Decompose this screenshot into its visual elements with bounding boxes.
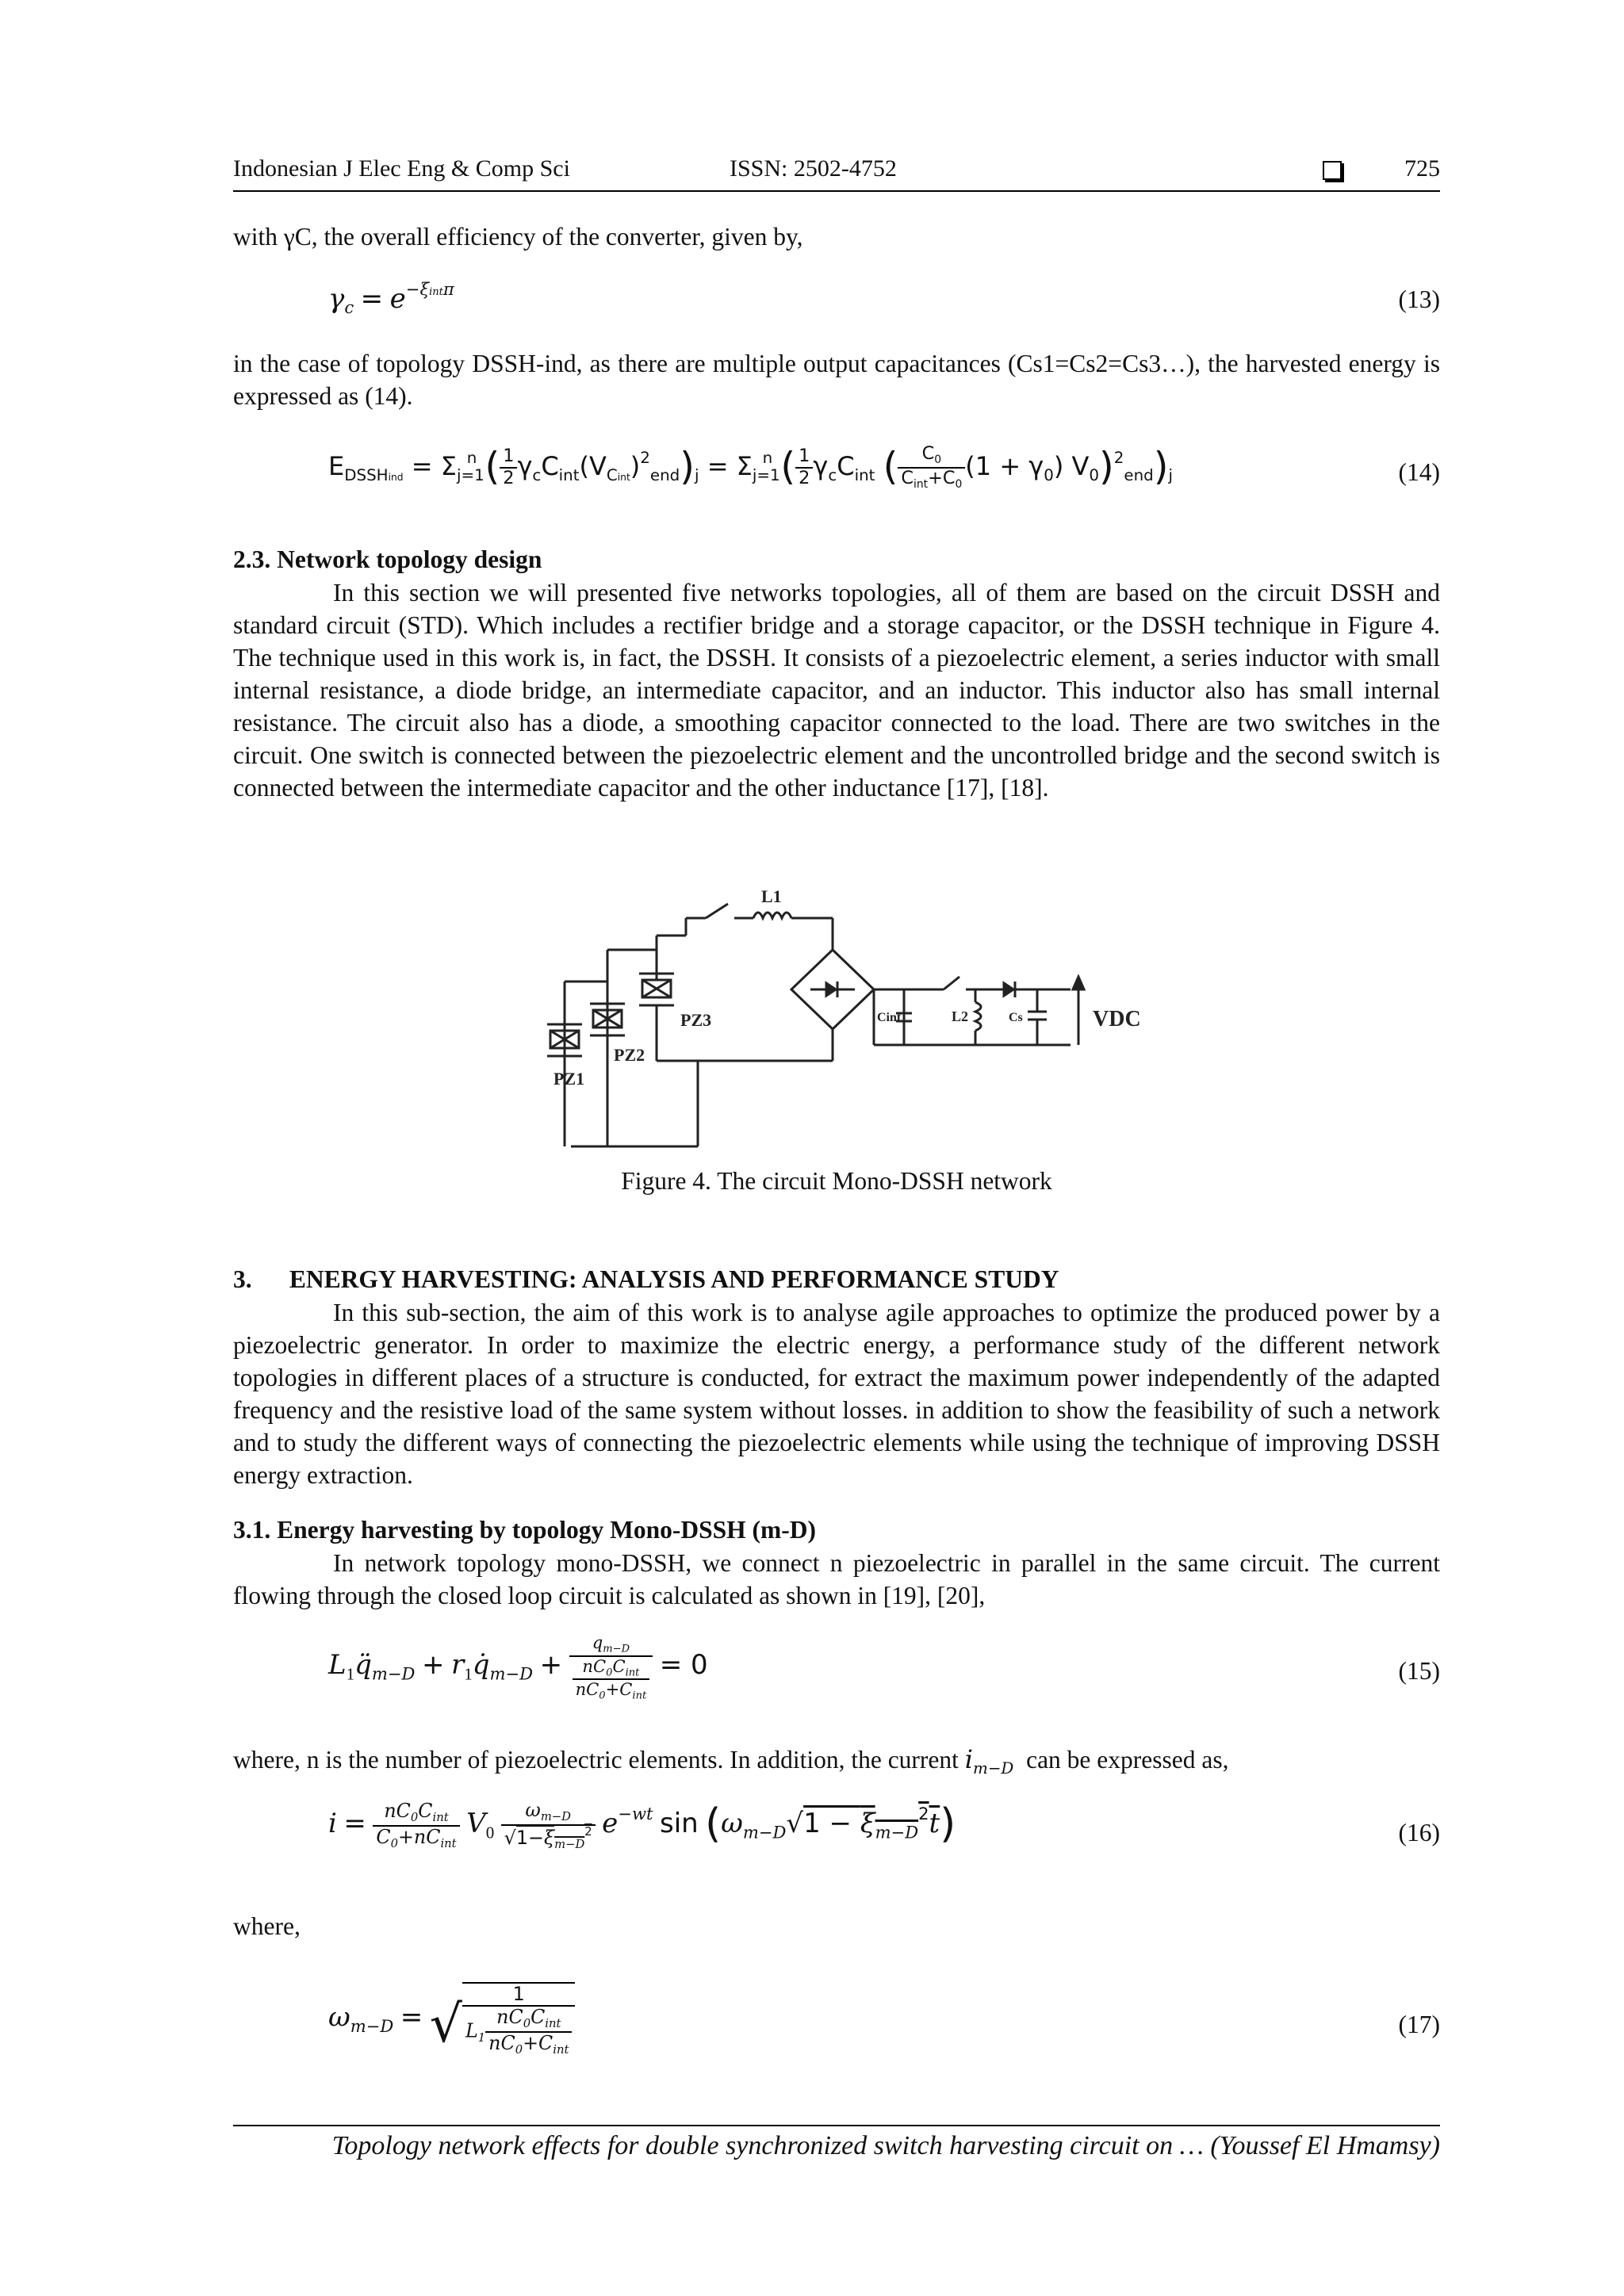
diode-d [1004, 983, 1013, 996]
footer-rule [233, 2125, 1440, 2126]
equation-14: $E_{DSSHind} = \Sigma_{j=1}^n$ ( $\frac{1}{2}$ $\gamma_cC_{int}(V_{Cint})^2_{end})_j = \Sigma_{j=1}^n$ ( $\frac{1}{2}$ $\gamma_cC_{int}$ ( $\frac{C_0}{C_{int}+C_0}$ $(1 + \gamma_0)$ $V_0)^2_{end})_j$ [328, 443, 1173, 491]
equation-17: $\omega_{m-D}$ = √ 1 $L_1$ $\frac{nC_0C_{int}}{nC_0+C_{int}}$ [328, 1982, 575, 2058]
section-2-3-heading: 2.3. Network topology design [233, 545, 542, 573]
equation-13: $\gamma_c = e^{-\xi int\pi}$ [328, 279, 454, 318]
page-number: 725 [1404, 155, 1440, 182]
switch-1 [706, 904, 728, 918]
section-3-paragraph: In this sub-section, the aim of this work is to analyse agile approaches to optimize the produced power by a piezoelectric generator. In order to maximize the electric energy, a performance study of the different network topologies in different places of a structure is conducted, for extract the maximum power independently of the adapted frequency and the resistive load of the same system without losses. in addition to show the feasibility of such a network and to study the different ways of connecting the piezoelectric elements while using the technique of improving DSSH energy extraction. [233, 1299, 1440, 1489]
circuit-diagram [531, 878, 1166, 1156]
equation-16-number: (16) [1398, 1819, 1440, 1846]
footer-citation: Topology network effects for double synchronized switch harvesting circuit on … (Youssef El Hmamsy) [331, 2131, 1440, 2160]
equation-15: $L_1q̈_{m-D}$ + $r_1q̇_{m-D}$ + $\frac{q_{m-D}}{\frac{nC_0C_{int}}{nC_0+C_{int}}}$ = 0 [328, 1632, 708, 1702]
paragraph-where-n: where, n is the number of piezoelectric elements. In addition, the current $i_{m-D}$ can be expressed as, [233, 1744, 1229, 1777]
equation-13-number: (13) [1398, 285, 1440, 313]
checkbox-icon [1323, 161, 1342, 180]
inductor-l1 [753, 913, 791, 918]
section-3-1-paragraph: In network topology mono-DSSH, we connect n piezoelectric in parallel in the same circuit. The current flowing through the closed loop circuit is calculated as shown in [19], [20], [233, 1549, 1440, 1609]
figure-4-caption: Figure 4. The circuit Mono-DSSH network [621, 1167, 1052, 1195]
equation-16: i = $\frac{nC_0C_{int}}{C_0+nC_{int}}$ $V_0$ $\frac{\omega_{m-D}}{√1-\xi_{m-D}^2}$ $e^{-wt}$ $\sin (\omega_{m-D}√1 - \xi_{m-D}^2t)$ [328, 1799, 956, 1852]
equation-17-number: (17) [1398, 2011, 1440, 2038]
section-2-3-paragraph: In this section we will presented five networks topologies, all of them are based on the circuit DSSH and standard circuit (STD). Which includes a rectifier bridge and a storage capacitor, or the DSSH technique in Figure 4. The technique used in this work is, in fact, the DSSH. It consists of a piezoelectric element, a series inductor with small internal resistance, a diode bridge, an intermediate capacitor, and an inductor. This inductor also has small internal resistance. The circuit also has a diode, a smoothing capacitor connected to the load. There are two switches in the circuit. One switch is connected between the piezoelectric element and the uncontrolled bridge and the second switch is connected between the intermediate capacitor and the other inductance [17], [18]. [233, 579, 1440, 802]
inductor-l2 [975, 1002, 981, 1031]
switch-2 [944, 977, 959, 989]
equation-14-number: (14) [1398, 458, 1440, 486]
label-l2: L2 [952, 1008, 969, 1024]
equation-15-number: (15) [1398, 1657, 1440, 1685]
label-l1: L1 [761, 886, 782, 906]
header-rule [233, 190, 1440, 192]
issn: ISSN: 2502-4752 [730, 155, 897, 182]
label-vdc: VDC [1093, 1007, 1141, 1031]
paragraph-where: where, [233, 1912, 301, 1940]
label-cs: Cs [1009, 1011, 1023, 1024]
label-cint: Cint [877, 1011, 902, 1024]
label-pz2: PZ2 [614, 1045, 645, 1065]
journal-name: Indonesian J Elec Eng & Comp Sci [233, 155, 570, 182]
section-3-1-heading: 3.1. Energy harvesting by topology Mono-DSSH (m-D) [233, 1516, 817, 1544]
label-pz1: PZ1 [553, 1069, 585, 1089]
paragraph-intro: with γC, the overall efficiency of the converter, given by, [233, 223, 803, 251]
section-3-heading: 3. ENERGY HARVESTING: ANALYSIS AND PERFORMANCE STUDY [233, 1265, 1059, 1293]
label-pz3: PZ3 [680, 1010, 712, 1030]
paragraph-dssh-ind: in the case of topology DSSH-ind, as there are multiple output capacitances (Cs1=Cs2=Cs3…), the harvested energy is expressed as (14). [233, 350, 1440, 410]
